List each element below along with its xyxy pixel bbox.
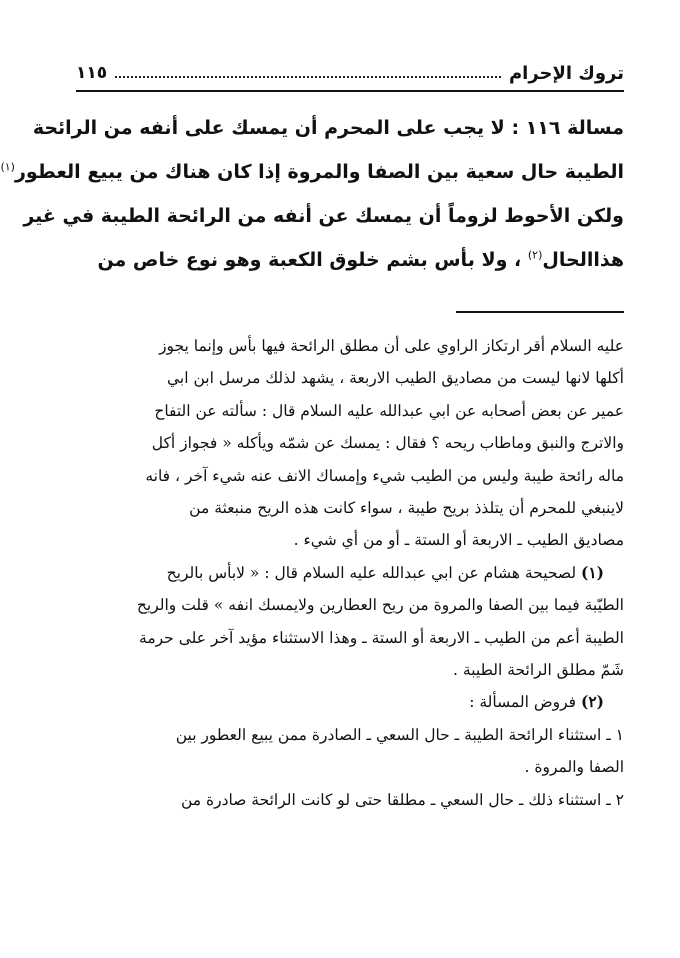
footnote-separator xyxy=(456,311,624,313)
main-line: هذاالحال$^{(٢)}$ ، ولا بأس بشم خلوق الكعبة وهو نوع خاص من xyxy=(97,248,624,271)
footnote-line: لاينبغي للمحرم أن يتلذذ بريح طيبة ، سواء كانت هذه الريح منبعثة من xyxy=(189,499,624,518)
footnote-line: ٢ ـ استثناء ذلك ـ حال السعي ـ مطلقا حتى لو كانت الرائحة صادرة من xyxy=(180,790,624,809)
header-rule xyxy=(76,90,624,92)
dot-leader xyxy=(115,76,501,78)
footnote-line: ١ ـ استثناء الرائحة الطيبة ـ حال السعي ـ الصادرة ممن يبيع العطور بين xyxy=(175,725,624,744)
footnote-line: أكلها لانها ليست من مصاديق الطيب الاربعة ، يشهد لذلك مرسل ابن ابي xyxy=(167,369,624,388)
footnote-1-label: (١) xyxy=(580,562,604,582)
footnote-line: شَمّ مطلق الرائحة الطيبة . xyxy=(453,661,624,680)
running-title: تروك الإحرام xyxy=(508,62,624,84)
footnote-line: عليه السلام أقر ارتكاز الراوي على أن مطلق الرائحة فيها بأس وإنما يجوز xyxy=(159,337,624,355)
main-line: مسالة ١١٦ : لا يجب على المحرم أن يمسك على أنفه من الرائحة xyxy=(32,117,624,139)
footnote-1: (١) لصحيحة هشام عن ابي عبدالله عليه السلام قال : « لابأس بالريح xyxy=(166,562,604,582)
page-number: ١١٥ xyxy=(76,63,108,83)
footnote-line: الصفا والمروة . xyxy=(524,758,624,777)
footnote-ref-1[interactable]: (١) xyxy=(0,160,15,174)
main-line: ولكن الأحوط لزوماً أن يمسك عن أنفه من الرائحة الطيبة في غير xyxy=(23,205,624,227)
footnote-line: الطيبة أعم من الطيب ـ الاربعة أو الستة ـ وهذا الاستثناء مؤيد آخر على حرمة xyxy=(139,628,624,647)
footnote-2 xyxy=(76,686,624,718)
footnote-2-title: فروض المسألة : xyxy=(469,693,577,712)
footnote-line: ماله رائحة طيبة وليس من الطيب شيء وإمساك الانف عنه شيء آخر ، فانه xyxy=(145,466,624,485)
footnote-line: مصاديق الطيب ـ الاربعة أو الستة ـ أو من أي شيء . xyxy=(293,531,624,550)
footnote-line: والاترج والنبق وماطاب ريحه ؟ فقال : يمسك عن شمّه ويأكله « فجواز أكل xyxy=(151,434,624,453)
footnotes xyxy=(76,330,624,816)
footnote-line: الطيّبة فيما بين الصفا والمروة من ريح العطارين ولايمسك انفه » قلت والريح xyxy=(136,596,624,615)
main-line: الطيبة حال سعية بين الصفا والمروة إذا كان هناك من يبيع العطور$^{(١)}$ xyxy=(0,160,624,183)
footnote-ref-2[interactable]: (٢) xyxy=(527,248,543,262)
masala-label: مسالة ١١٦ : xyxy=(511,117,624,139)
footnote-line: عمير عن بعض أصحابه عن ابي عبدالله عليه السلام قال : سألته عن التفاح xyxy=(154,401,624,420)
main-text xyxy=(0,106,624,282)
footnote-2-label: (٢) xyxy=(580,692,604,712)
page-header xyxy=(76,58,624,88)
